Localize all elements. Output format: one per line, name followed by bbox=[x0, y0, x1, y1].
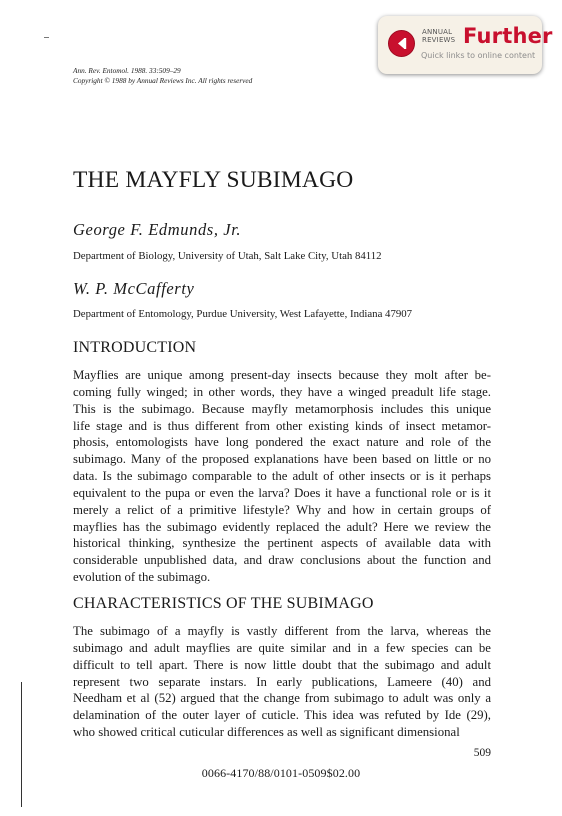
footer-code: 0066-4170/88/0101-0509$02.00 bbox=[201, 766, 361, 780]
author-name: George F. Edmunds, Jr. bbox=[73, 220, 242, 239]
paragraph-line: Mayflies are unique among present-day insects because they molt after be- bbox=[73, 368, 491, 382]
paragraph-line: life stage and is thus different from other existing kinds of insect metamor- bbox=[73, 418, 491, 433]
brand-line-annual: ANNUAL bbox=[422, 28, 453, 36]
paragraph-line: difficult to tell apart. There is now little doubt that the subimago and adult bbox=[73, 657, 491, 672]
paragraph-line: Needham et al (52) argued that the change from subimago to adult was only a bbox=[73, 691, 491, 706]
paragraph-line: This is the subimago. Because mayfly metamorphosis includes this unique bbox=[73, 401, 491, 416]
citation-journal-line: Ann. Rev. Entomol. 1988. 33:509–29 bbox=[73, 66, 181, 75]
section-heading: CHARACTERISTICS OF THE SUBIMAGO bbox=[73, 595, 374, 612]
author-affiliation: Department of Biology, University of Utah, Salt Lake City, Utah 84112 bbox=[73, 250, 382, 262]
body-paragraph bbox=[73, 623, 491, 741]
paragraph-line: historical thinking, synthesize the pertinent aspects of available data with bbox=[73, 536, 491, 551]
page-number: 509 bbox=[473, 747, 491, 759]
paragraph-line: phosis, entomologists have long pondered the exact nature and role of the bbox=[73, 435, 491, 450]
author-affiliation: Department of Entomology, Purdue University, West Lafayette, Indiana 47907 bbox=[73, 308, 413, 320]
paragraph-line: The subimago of a mayfly is vastly different from the larva, whereas the bbox=[73, 624, 491, 638]
section-heading: INTRODUCTION bbox=[73, 339, 197, 356]
paragraph-line: mayflies has the subimago evidently replaced the adult? Here we review the bbox=[73, 519, 491, 534]
paragraph-line: subimago. Many of the proposed explanations have been based on little or no bbox=[73, 452, 491, 467]
body-paragraph bbox=[73, 367, 491, 586]
paragraph-line: delamination of the outer layer of cuticle. This idea was refuted by Ide (29), bbox=[73, 708, 491, 723]
paragraph-line: considerable unpublished data, and draw conclusions about the function and bbox=[73, 553, 491, 568]
quick-links-label: Quick links to online content bbox=[421, 51, 536, 60]
journal-citation bbox=[73, 66, 252, 86]
paragraph-line: represent two separate instars. In early publications, Lameere (40) and bbox=[73, 674, 491, 689]
paragraph-line: evolution of the subimago. bbox=[73, 570, 211, 585]
author-name: W. P. McCafferty bbox=[73, 279, 195, 298]
paragraph-line: merely a relict of a primitive lifestyle? Why and how in certain groups of bbox=[73, 502, 491, 517]
article-title: THE MAYFLY SUBIMAGO bbox=[73, 167, 354, 193]
citation-copyright-line: Copyright © 1988 by Annual Reviews Inc. All rights reserved bbox=[73, 76, 253, 85]
brand-line-reviews: REVIEWS bbox=[422, 36, 456, 44]
paragraph-line: data. Is the subimago comparable to the adult of other insects or is it perhaps bbox=[73, 469, 491, 484]
further-headline: Further bbox=[463, 24, 553, 48]
scan-mark bbox=[44, 37, 49, 38]
paragraph-line: subimago and adult mayflies are quite similar and in a few species can be bbox=[73, 640, 491, 655]
play-arrow-icon bbox=[388, 30, 415, 57]
binding-edge-line bbox=[21, 682, 22, 807]
paragraph-line: who showed critical cuticular differences as well as significant dimensional bbox=[73, 725, 460, 740]
paragraph-line: equivalent to the pupa or even the larva? Does it have a functional role or is it bbox=[73, 485, 491, 500]
annual-reviews-further-badge[interactable] bbox=[378, 16, 553, 74]
paragraph-line: coming fully winged; in other words, they have a winged preadult life stage. bbox=[73, 384, 491, 399]
